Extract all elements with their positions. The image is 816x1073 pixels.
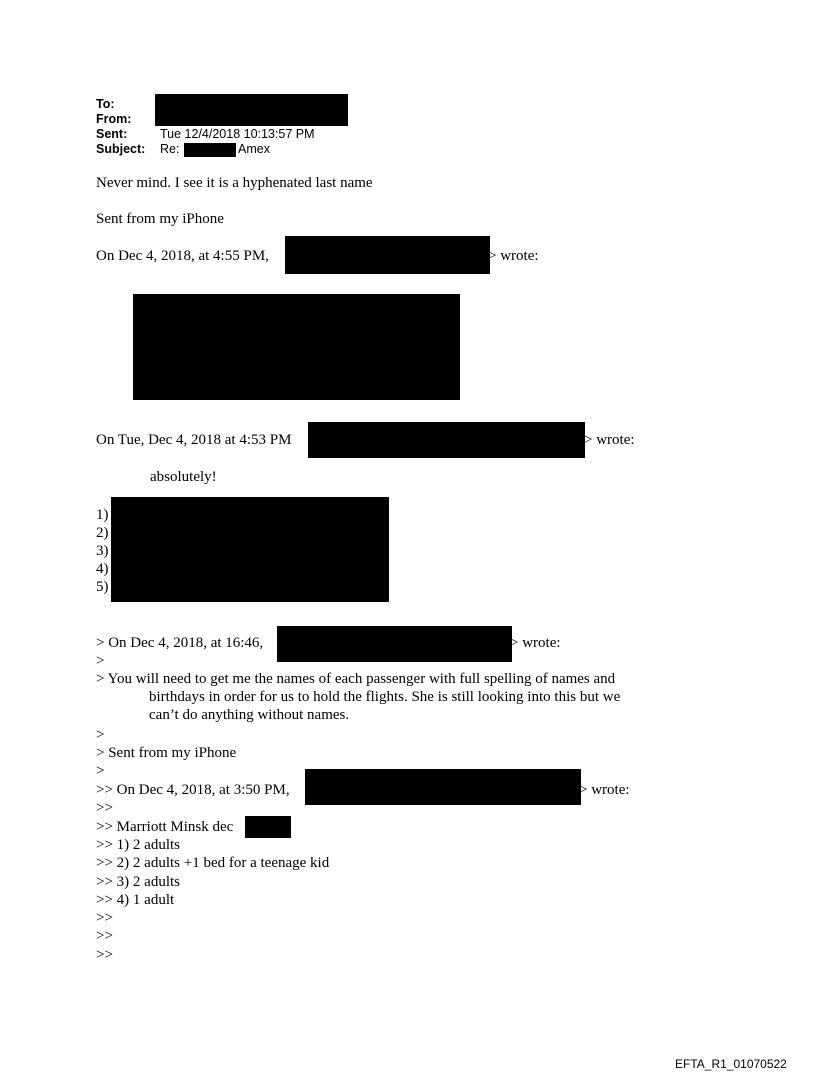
message-line: Never mind. I see it is a hyphenated last name (96, 175, 373, 191)
quote-marker: > (96, 727, 105, 743)
redaction-date (245, 816, 291, 838)
quote-intro-1: On Dec 4, 2018, at 4:55 PM, (96, 248, 269, 264)
quote-wrote-2: > wrote: (584, 432, 635, 448)
quote-marker: > (96, 763, 105, 779)
room-item: >> 1) 2 adults (96, 837, 180, 853)
quote-wrote-3: > wrote: (510, 635, 561, 651)
quote-message-line: birthdays in order for us to hold the flights. She is still looking into this but we (149, 689, 621, 705)
list-number: 3) (96, 543, 109, 559)
redaction-quote-block (133, 294, 460, 400)
from-label: From: (96, 112, 132, 126)
subject-suffix: Amex (238, 142, 270, 156)
quote-wrote-1: > wrote: (488, 248, 539, 264)
quote-signature: > Sent from my iPhone (96, 745, 237, 761)
document-id: EFTA_R1_01070522 (675, 1057, 787, 1071)
quote-wrote-4: > wrote: (579, 782, 630, 798)
room-item: >> 2) 2 adults +1 bed for a teenage kid (96, 855, 330, 871)
quote-message-line: > You will need to get me the names of each passenger with full spelling of names and (96, 671, 616, 687)
sent-value: Tue 12/4/2018 10:13:57 PM (160, 127, 315, 141)
list-number: 5) (96, 579, 109, 595)
redaction-sender-4 (305, 769, 581, 805)
quote-intro-3: > On Dec 4, 2018, at 16:46, (96, 635, 264, 651)
quote-intro-2: On Tue, Dec 4, 2018 at 4:53 PM (96, 432, 292, 448)
quote-message-line: can’t do anything without names. (149, 707, 350, 723)
list-number: 1) (96, 507, 109, 523)
redaction-sender-3 (277, 626, 512, 662)
quote-marker: >> (96, 910, 113, 926)
room-item: >> 3) 2 adults (96, 874, 180, 890)
room-item: >> 4) 1 adult (96, 892, 175, 908)
quote-marker: >> (96, 800, 113, 816)
redaction-subject (184, 143, 236, 157)
quote-marker: >> (96, 947, 113, 963)
subject-prefix: Re: (160, 142, 180, 156)
quote-marker: >> (96, 928, 113, 944)
redaction-list (111, 497, 389, 602)
redaction-sender-1 (285, 236, 490, 274)
quote-intro-4: >> On Dec 4, 2018, at 3:50 PM, (96, 782, 290, 798)
hotel-line: >> Marriott Minsk dec (96, 819, 234, 835)
reply-absolutely: absolutely! (150, 469, 217, 485)
signature-line: Sent from my iPhone (96, 211, 224, 227)
redaction-to-from (155, 94, 348, 126)
subject-label: Subject: (96, 142, 146, 156)
redaction-sender-2 (308, 422, 585, 458)
to-label: To: (96, 97, 115, 111)
quote-marker: > (96, 653, 105, 669)
sent-label: Sent: (96, 127, 128, 141)
list-number: 2) (96, 525, 109, 541)
list-number: 4) (96, 561, 109, 577)
